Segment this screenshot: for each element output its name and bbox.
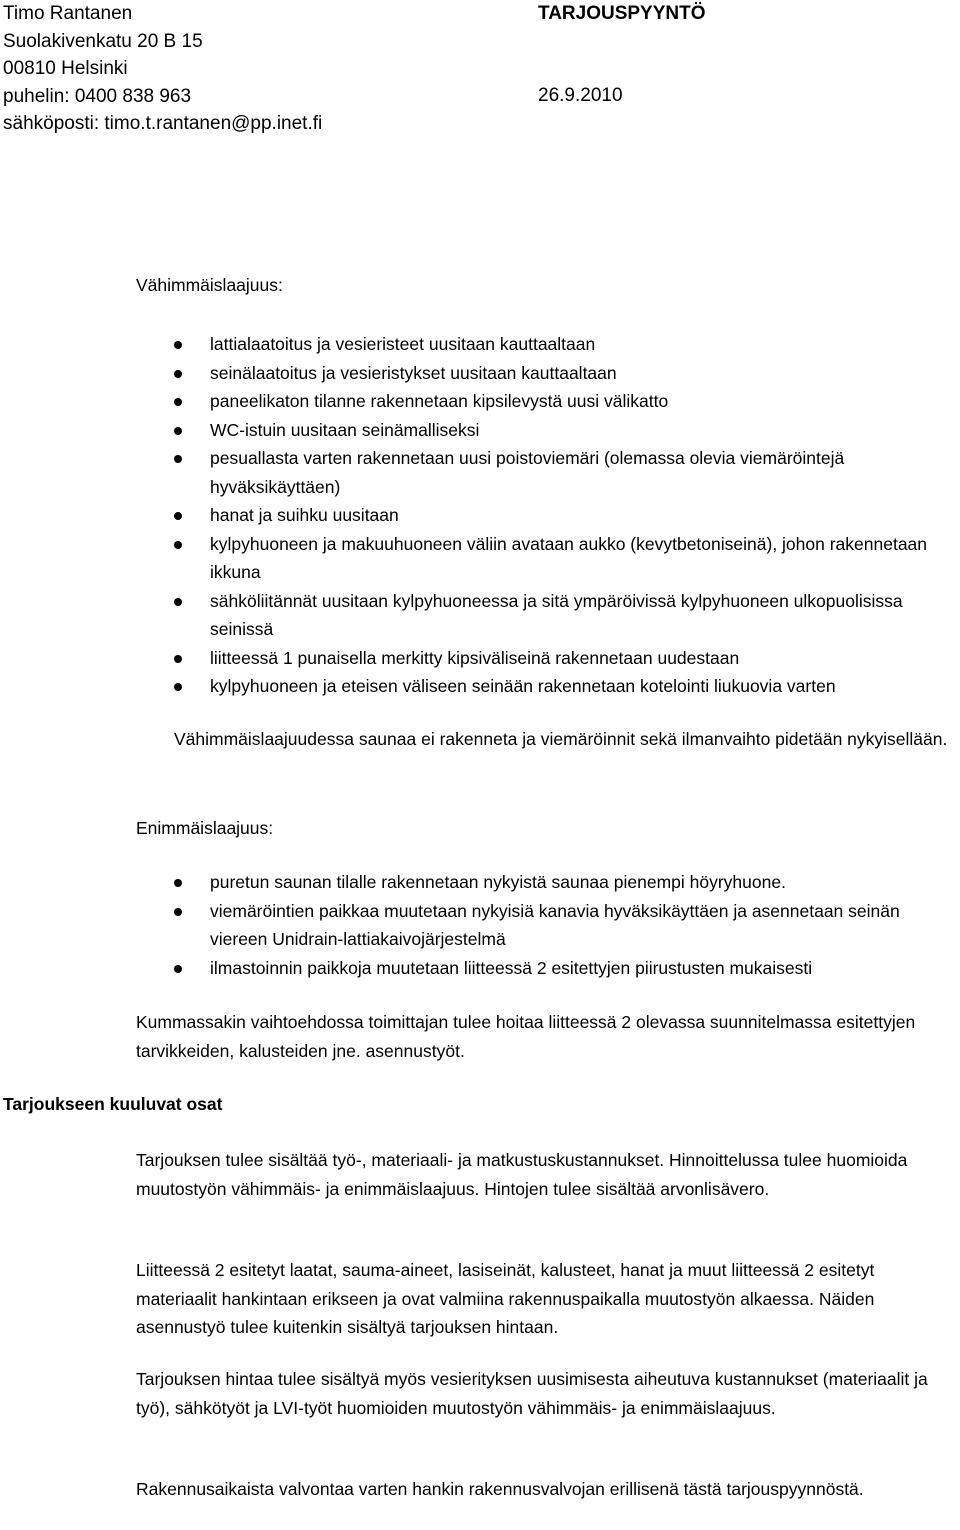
list-item-text: sähköliitännät uusitaan kylpyhuoneessa ja sitä ympäröivissä kylpyhuoneen ulkopuolisissa seinissä (210, 590, 903, 639)
sender-phone: puhelin: 0400 838 963 (3, 85, 192, 107)
list-item-text: pesuallasta varten rakennetaan uusi poistoviemäri (olemassa olevia viemäröintejä hyväksikäyttäen) (210, 448, 845, 497)
offer-paragraph: Tarjouksen tulee sisältää työ-, materiaali- ja matkustuskustannukset. Hinnoittelussa tulee huomioida muutostyön vähimmäis- ja enimmäislaajuus. Hintojen tulee sisältää arvonlisävero. (136, 1150, 908, 1199)
offer-paragraph: Rakennusaikaista valvontaa varten hankin rakennusvalvojan erillisenä tästä tarjouspyynnöstä. (136, 1479, 864, 1499)
list-item-text: paneelikaton tilanne rakennetaan kipsilevystä uusi välikatto (210, 391, 669, 411)
bullet-icon (174, 879, 182, 887)
bullet-icon (174, 655, 182, 663)
list-item (174, 897, 960, 954)
list-item (174, 587, 960, 644)
minimum-scope-note: Vähimmäislaajuudessa saunaa ei rakenneta ja viemäröinnit sekä ilmanvaihto pidetään nykyisellään. (174, 729, 948, 749)
document-title: TARJOUSPYYNTÖ (538, 3, 706, 24)
maximum-scope-list (174, 868, 960, 982)
sender-email: sähköposti: timo.t.rantanen@pp.inet.fi (3, 113, 323, 134)
bullet-icon (174, 683, 182, 691)
list-item (174, 530, 960, 587)
list-item (174, 416, 960, 445)
offer-paragraph: Tarjouksen hintaa tulee sisältyä myös vesierityksen uusimisesta aiheutuva kustannukset (materiaalit ja työ), sähkötyöt ja LVI-työt huomioiden muutostyön vähimmäis- ja enimmäislaajuus. (136, 1369, 928, 1418)
list-item-text: kylpyhuoneen ja makuuhuoneen väliin avataan aukko (kevytbetoniseinä), johon rakennetaan ikkuna (210, 533, 928, 582)
bullet-icon (174, 598, 182, 606)
bullet-icon (174, 965, 182, 973)
offer-heading: Tarjoukseen kuuluvat osat (3, 1094, 223, 1114)
list-item (174, 444, 960, 501)
bullet-icon (174, 455, 182, 463)
list-item-text: seinälaatoitus ja vesieristykset uusitaan kauttaaltaan (210, 362, 617, 383)
list-item (174, 387, 960, 416)
bullet-icon (174, 398, 182, 406)
list-item-text: viemäröintien paikkaa muutetaan nykyisiä kanavia hyväksikäyttäen ja asennetaan seinän viereen Unidrain-lattiakaivojärjestelmä (210, 900, 900, 949)
bullet-icon (174, 341, 182, 349)
list-item-text: liitteessä 1 punaisella merkitty kipsiväliseinä rakennetaan uudestaan (210, 647, 740, 668)
list-item (174, 644, 960, 673)
bullet-icon (174, 541, 182, 549)
list-item-text: lattialaatoitus ja vesieristeet uusitaan kauttaaltaan (210, 334, 596, 354)
common-note: Kummassakin vaihtoehdossa toimittajan tulee hoitaa liitteessä 2 olevassa suunnitelmassa esitettyjen tarvikkeiden, kalusteiden jne. asennustyöt. (136, 1012, 916, 1061)
minimum-scope-list (174, 330, 960, 701)
list-item (174, 868, 960, 897)
list-item (174, 672, 960, 701)
bullet-icon (174, 427, 182, 435)
bullet-icon (174, 512, 182, 520)
bullet-icon (174, 908, 182, 916)
maximum-scope-heading: Enimmäislaajuus: (136, 818, 274, 838)
list-item-text: kylpyhuoneen ja eteisen väliseen seinään rakennetaan kotelointi liukuovia varten (210, 676, 836, 696)
list-item-text: hanat ja suihku uusitaan (210, 505, 399, 525)
bullet-icon (174, 370, 182, 378)
minimum-scope-heading: Vähimmäislaajuus: (136, 275, 283, 295)
list-item-text: puretun saunan tilalle rakennetaan nykyistä saunaa pienempi höyryhuone. (210, 872, 786, 892)
sender-postal: 00810 Helsinki (3, 58, 128, 79)
list-item (174, 501, 960, 530)
document-date: 26.9.2010 (538, 85, 623, 106)
list-item (174, 359, 960, 388)
sender-name: Timo Rantanen (3, 3, 133, 24)
list-item-text: WC-istuin uusitaan seinämalliseksi (210, 419, 480, 440)
list-item (174, 330, 960, 359)
sender-street: Suolakivenkatu 20 B 15 (3, 30, 203, 52)
list-item (174, 954, 960, 983)
offer-paragraph: Liitteessä 2 esitetyt laatat, sauma-aineet, lasiseinät, kalusteet, hanat ja muut liitteessä 2 esitetyt materiaalit hankintaan erikseen ja ovat valmiina rakennuspaikalla muutostyön alkaessa. Näiden asennustyö tulee kuitenkin sisältyä tarjouksen hintaan. (136, 1260, 875, 1337)
list-item-text: ilmastoinnin paikkoja muutetaan liitteessä 2 esitettyjen piirustusten mukaisesti (210, 957, 813, 978)
sender-block (3, 0, 322, 138)
